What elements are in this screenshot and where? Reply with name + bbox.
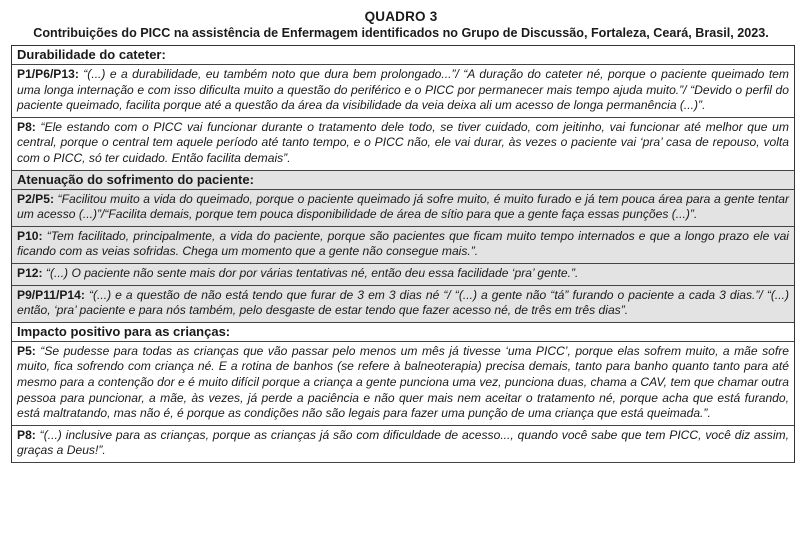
section-heading-durabilidade: Durabilidade do cateter: bbox=[12, 46, 794, 65]
participant-label: P12: bbox=[17, 265, 43, 280]
quote-entry bbox=[12, 65, 794, 118]
participant-quote: “(...) e a questão de não está tendo que furar de 3 em 3 dias né “/ “(...) a gente não “tá” furando o paciente a cada 3 dias.”/ “(...) então, ‘pra’ paciente e para nós também, pelo desgaste de estar tendo que fazer acesso né, de três em três dias”. bbox=[17, 287, 789, 318]
participant-quote: “(...) O paciente não sente mais dor por várias tentativas né, então deu essa facilidade ‘pra’ gente.”. bbox=[45, 265, 579, 280]
participant-quote: “Facilitou muito a vida do queimado, porque o paciente queimado já sofre muito, é muito furado e já tem pouca área para a gente tentar um acesso (...)”/“Facilita demais, porque tem pouca disponibilidade de área de sítio para que a gente faça essas punções (...)”. bbox=[17, 191, 789, 222]
quote-entry bbox=[12, 264, 794, 286]
quote-entry bbox=[12, 286, 794, 323]
table-title: Contribuições do PICC na assistência de Enfermagem identificados no Grupo de Discussão, Fortaleza, Ceará, Brasil, 2023. bbox=[33, 26, 769, 40]
quote-entry bbox=[12, 426, 794, 463]
table-number: QUADRO 3 bbox=[364, 9, 438, 24]
participant-quote: “(...) inclusive para as crianças, porque as crianças já são com dificuldade de acesso..., quando você sabe que tem PICC, você diz assim, graças a Deus!”. bbox=[17, 427, 789, 458]
quote-entry bbox=[12, 227, 794, 264]
participant-label: P10: bbox=[17, 228, 43, 243]
quote-entry bbox=[12, 118, 794, 171]
participant-quote: “(...) e a durabilidade, eu também noto que dura bem prolongado...”/ “A duração do cateter né, porque o paciente queimado tem uma longa internação e com isso dificulta muito a questão do periférico e o PICC por permanecer mais tempo ajuda muito.”/ “Devido o perfil do paciente queimado, facilita porque até a questão da área da visibilidade da veia deixa ali um acesso de longa permanência (...)”. bbox=[17, 67, 789, 113]
participant-quote: “Ele estando com o PICC vai funcionar durante o tratamento dele todo, se tiver cuidado, com jeitinho, vai funcionar até melhor que um central, porque o central tem aquele período até tanto tempo, e o PICC não, ele vai durar, às vezes o paciente vai ‘pra’ casa de repouso, volta com o PICC, só ter cuidado. Então facilita demais”. bbox=[17, 119, 789, 165]
participant-quote: “Se pudesse para todas as crianças que vão passar pelo menos um mês já tivesse ‘uma PICC’, porque elas sofrem muito, a mãe sofre muito, fica sofrendo com criança né. E a rotina de banhos (se refere à balneoterapia) precisa demais, tanto para banho quanto tanto para até mesmo para a contenção dor e é muito difícil porque a criança a gente punciona uma vez, punciona duas, chama a CAV, tem que chamar outra pessoa para puncionar, a mãe, às vezes, já perde a paciência e não quer mais nem aceitar o tratamento né, porque acha que está furando, está maltratando, mas não é, é porque as condições não são legais para fazer uma punção de uma criança que está queimada.”. bbox=[17, 343, 789, 421]
participant-label: P2/P5: bbox=[17, 191, 54, 206]
participant-quote: “Tem facilitado, principalmente, a vida do paciente, porque são pacientes que ficam muito tempo internados e que a longo prazo ele vai ficando com as veias sofridas. Chega um momento que a gente não consegue mais.”. bbox=[17, 228, 789, 259]
participant-label: P8: bbox=[17, 119, 36, 134]
participant-label: P1/P6/P13: bbox=[17, 67, 79, 81]
participant-label: P8: bbox=[17, 427, 36, 442]
quote-entry bbox=[12, 190, 794, 227]
quote-entry bbox=[12, 342, 794, 426]
quotes-table bbox=[11, 45, 795, 463]
participant-label: P5: bbox=[17, 343, 36, 358]
section-heading-atenuacao: Atenuação do sofrimento do paciente: bbox=[12, 171, 794, 190]
section-heading-impacto: Impacto positivo para as crianças: bbox=[12, 323, 794, 342]
participant-label: P9/P11/P14: bbox=[17, 287, 85, 302]
